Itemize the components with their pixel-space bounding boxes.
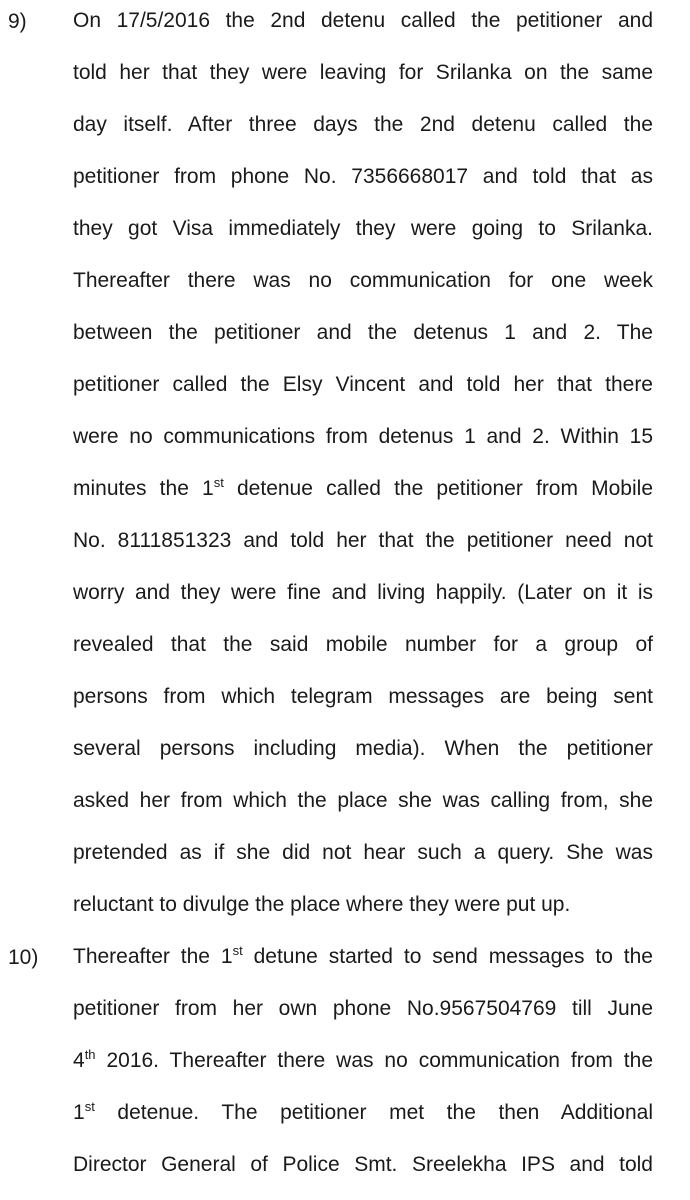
text-line: pretended as if she did not hear such a query. She was [73,841,653,864]
text-line: Thereafter there was no communication for one week [73,269,653,292]
text-line [73,476,653,502]
text-segment: Thereafter the 1 [73,945,233,968]
text-line: told her that they were leaving for Srilanka on the same [73,61,653,84]
text-segment: 2016. Thereafter there was no communication from the [95,1049,653,1072]
text-segment: minutes the 1 [73,477,214,500]
ordinal-suffix: th [84,1047,96,1062]
text-segment: detune started to send messages to the [242,945,653,968]
text-line: worry and they were fine and living happily. (Later on it is [73,581,653,604]
text-line: petitioner from her own phone No.9567504769 till June [73,997,653,1020]
text-segment: detenue called the petitioner from Mobile [223,477,653,500]
ordinal-suffix: st [84,1099,95,1114]
text-line [73,1100,653,1126]
text-line: revealed that the said mobile number for a group of [73,633,653,656]
text-segment: detenue. The petitioner met the then Additional [94,1101,653,1124]
text-segment: 4 [73,1049,85,1072]
text-line: day itself. After three days the 2nd detenu called the [73,113,653,136]
text-line: persons from which telegram messages are being sent [73,685,653,708]
ordinal-suffix: st [232,943,243,958]
text-line: between the petitioner and the detenus 1 and 2. The [73,321,653,344]
text-line: reluctant to divulge the place where they were put up. [73,893,571,916]
text-line: were no communications from detenus 1 and 2. Within 15 [73,425,653,448]
text-line [73,944,653,970]
text-line: several persons including media). When the petitioner [73,737,653,760]
text-line: asked her from which the place she was calling from, she [73,789,653,812]
paragraph-number: 9) [8,10,27,33]
paragraph-number: 10) [8,946,39,969]
text-line: they got Visa immediately they were going to Srilanka. [73,217,653,240]
text-line: petitioner from phone No. 7356668017 and told that as [73,165,653,188]
text-line: Director General of Police Smt. Sreelekha IPS and told [73,1153,653,1176]
text-line: petitioner called the Elsy Vincent and told her that there [73,373,653,396]
ordinal-suffix: st [213,475,224,490]
text-line: On 17/5/2016 the 2nd detenu called the petitioner and [73,9,653,32]
text-line: No. 8111851323 and told her that the petitioner need not [73,529,653,552]
text-line [73,1048,653,1074]
text-segment: 1 [73,1101,85,1124]
